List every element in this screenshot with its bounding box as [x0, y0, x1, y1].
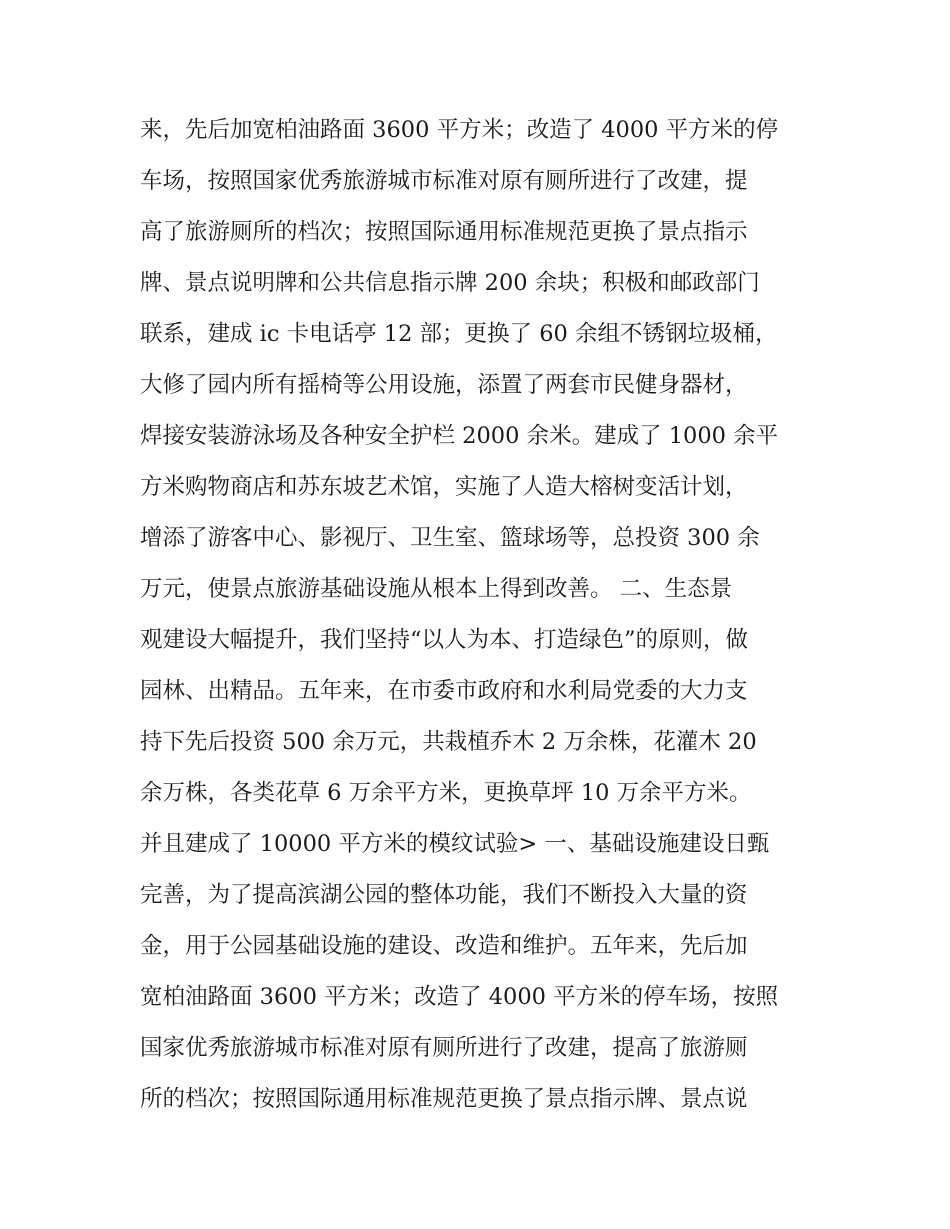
text-line: 增添了游客中心、影视厅、卫生室、篮球场等，总投资 300 余 [140, 525, 760, 551]
text-line: 高了旅游厕所的档次；按照国际通用标准规范更换了景点指示 [140, 219, 748, 245]
text-line: 车场，按照国家优秀旅游城市标准对原有厕所进行了改建，提 [140, 168, 748, 194]
text-line: 宽柏油路面 3600 平方米；改造了 4000 平方米的停车场，按照 [140, 984, 779, 1010]
text-line: 国家优秀旅游城市标准对原有厕所进行了改建，提高了旅游厕 [140, 1035, 748, 1061]
body-text [140, 105, 820, 1125]
text-line: 万元，使景点旅游基础设施从根本上得到改善。 二、生态景 [140, 576, 733, 602]
text-line: 余万株，各类花草 6 万余平方米，更换草坪 10 万余平方米。 [140, 780, 752, 806]
text-line: 联系，建成 ic 卡电话亭 12 部；更换了 60 余组不锈钢垃圾桶， [140, 321, 778, 347]
text-line: 牌、景点说明牌和公共信息指示牌 200 余块；积极和邮政部门 [140, 270, 760, 296]
text-line: 园林、出精品。五年来，在市委市政府和水利局党委的大力支 [140, 678, 748, 704]
text-line: 金，用于公园基础设施的建设、改造和维护。五年来，先后加 [140, 933, 748, 959]
text-line: 方米购物商店和苏东坡艺术馆，实施了人造大榕树变活计划， [140, 474, 748, 500]
text-line: 完善，为了提高滨湖公园的整体功能，我们不断投入大量的资 [140, 882, 748, 908]
text-line: 焊接安装游泳场及各种安全护栏 2000 余米。建成了 1000 余平 [140, 423, 779, 449]
text-line: 持下先后投资 500 余万元，共栽植乔木 2 万余株，花灌木 20 [140, 729, 757, 755]
text-line: 观建设大幅提升，我们坚持“以人为本、打造绿色”的原则，做 [140, 627, 749, 653]
text-line: 大修了园内所有摇椅等公用设施，添置了两套市民健身器材， [140, 372, 748, 398]
text-line: 来，先后加宽柏油路面 3600 平方米；改造了 4000 平方米的停 [140, 117, 779, 143]
text-line: 并且建成了 10000 平方米的模纹试验> 一、基础设施建设日甄 [140, 831, 770, 857]
text-line: 所的档次；按照国际通用标准规范更换了景点指示牌、景点说 [140, 1086, 748, 1112]
